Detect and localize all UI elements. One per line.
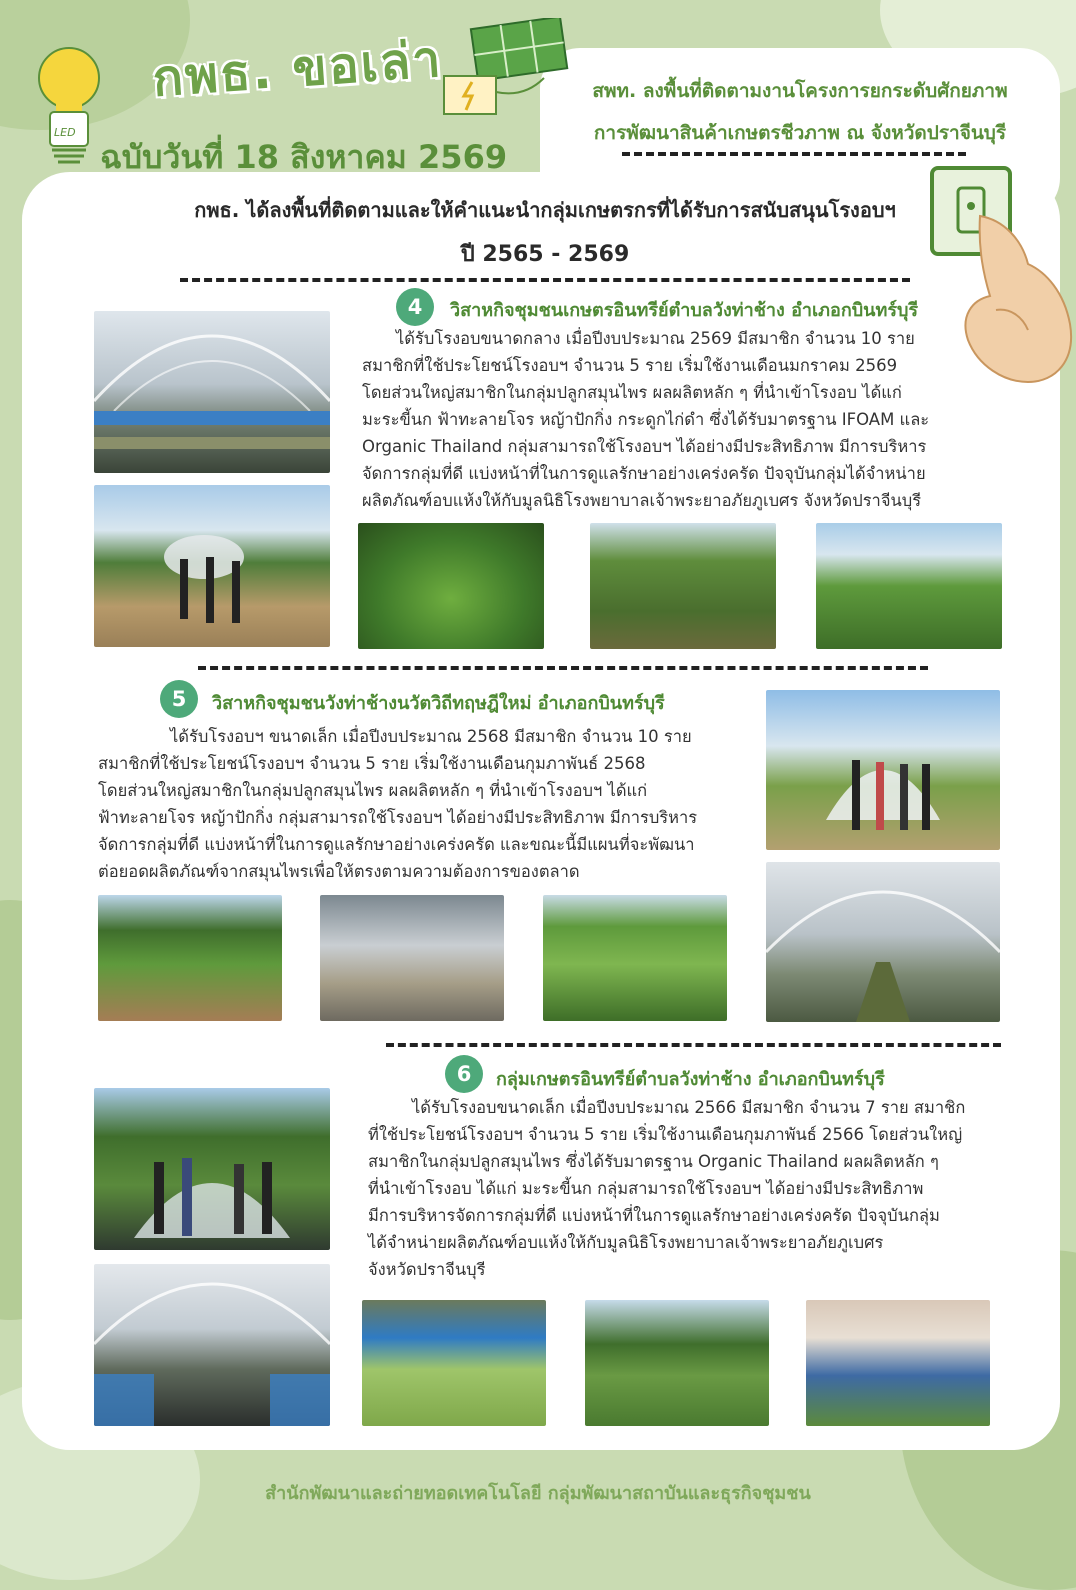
section-heading: วิสาหกิจชุมชนเกษตรอินทรีย์ตำบลวังท่าช้าง อำเภอกบินทร์บุรี — [450, 300, 919, 321]
photo-herb-plant — [358, 523, 544, 649]
photo-herb-garden — [816, 523, 1002, 649]
body-line: จังหวัดปราจีนบุรี — [368, 1260, 486, 1279]
section-number-badge: 5 — [160, 680, 198, 718]
photo-greenhouse-interior — [94, 311, 330, 473]
photo-group-greenhouse — [766, 690, 1000, 850]
body-line: สมาชิกที่ใช้ประโยชน์โรงอบฯ จำนวน 5 ราย เริ่มใช้งานเดือนมกราคม 2569 — [362, 356, 898, 375]
body-line: จัดการกลุ่มที่ดี แบ่งหน้าที่ในการดูแลรักษาอย่างเคร่งครัด และขณะนี้มีแผนที่จะพัฒนา — [98, 835, 695, 854]
body-line: มีการบริหารจัดการกลุ่มที่ดี แบ่งหน้าที่ในการดูแลรักษาอย่างเคร่งครัด ปัจจุบันกลุ่ม — [368, 1206, 940, 1225]
photo-drying-trays — [320, 895, 504, 1021]
body-line: มะระขี้นก ฟ้าทะลายโจร หญ้าปักกิ่ง กระดูกไก่ดำ ซึ่งได้รับมาตรฐาน IFOAM และ — [362, 410, 930, 429]
body-line: ที่นำเข้าโรงอบ ได้แก่ มะระขี้นก กลุ่มสามารถใช้โรงอบฯ ได้อย่างมีประสิทธิภาพ — [368, 1179, 924, 1198]
photo-greenhouse-beds — [94, 1264, 330, 1426]
photo-greenhouse-drying — [766, 862, 1000, 1022]
body-line: ได้รับโรงอบขนาดเล็ก เมื่อปีงบประมาณ 2566 มีสมาชิก จำนวน 7 ราย สมาชิก — [412, 1098, 966, 1117]
body-line: Organic Thailand กลุ่มสามารถใช้โรงอบฯ ได้อย่างมีประสิทธิภาพ มีการบริหาร — [362, 437, 927, 456]
photo-staff-visit — [94, 485, 330, 647]
section-heading: กลุ่มเกษตรอินทรีย์ตำบลวังท่าช้าง อำเภอกบินทร์บุรี — [496, 1069, 885, 1090]
footer-organization: สำนักพัฒนาและถ่ายทอดเทคโนโลยี กลุ่มพัฒนาสถาบันและธุรกิจชุมชน — [265, 1483, 811, 1504]
bulb-label: LED — [54, 126, 76, 139]
section-number-badge: 6 — [445, 1055, 483, 1093]
solar-panel-icon — [434, 18, 574, 122]
photo-crop-rows — [98, 895, 282, 1021]
intro-years: ปี 2565 - 2569 — [460, 242, 630, 267]
photo-vine-trellis — [590, 523, 776, 649]
issue-date: ฉบับวันที่ 18 สิงหาคม 2569 — [100, 138, 508, 176]
photo-sorting-produce — [806, 1300, 990, 1426]
body-line: สมาชิกในกลุ่มปลูกสมุนไพร ซึ่งได้รับมาตรฐาน Organic Thailand ผลผลิตหลัก ๆ — [368, 1152, 939, 1171]
body-line: สมาชิกที่ใช้ประโยชน์โรงอบฯ จำนวน 5 ราย เริ่มใช้งานเดือนกุมภาพันธ์ 2568 — [98, 754, 646, 773]
photo-field — [585, 1300, 769, 1426]
headline-line-1: สพท. ลงพื้นที่ติดตามงานโครงการยกระดับศักยภาพ — [592, 80, 1008, 102]
body-line: ฟ้าทะลายโจร หญ้าปักกิ่ง กลุ่มสามารถใช้โรงอบฯ ได้อย่างมีประสิทธิภาพ มีการบริหาร — [98, 808, 698, 827]
body-line: ต่อยอดผลิตภัณฑ์จากสมุนไพรเพื่อให้ตรงตามความต้องการของตลาด — [98, 862, 580, 881]
section-body — [98, 723, 697, 885]
headline-divider — [622, 152, 966, 156]
intro-divider — [180, 278, 910, 282]
section-number-badge: 4 — [396, 288, 434, 326]
body-line: ได้รับโรงอบขนาดกลาง เมื่อปีงบประมาณ 2569 มีสมาชิก จำนวน 10 ราย — [396, 329, 915, 348]
body-line: โดยส่วนใหญ่สมาชิกในกลุ่มปลูกสมุนไพร ผลผลิตหลัก ๆ ที่นำเข้าโรงอบ ได้แก่ — [362, 383, 902, 402]
section-body — [368, 1094, 965, 1283]
body-line: ได้จำหน่ายผลิตภัณฑ์อบแห้งให้กับมูลนิธิโรงพยาบาลเจ้าพระยาอภัยภูเบศร — [368, 1233, 884, 1252]
body-line: ได้รับโรงอบฯ ขนาดเล็ก เมื่อปีงบประมาณ 2568 มีสมาชิก จำนวน 10 ราย — [170, 727, 692, 746]
section-body — [362, 325, 929, 514]
intro-title: กพธ. ได้ลงพื้นที่ติดตามและให้คำแนะนำกลุ่มเกษตรกรที่ได้รับการสนับสนุนโรงอบฯ — [194, 198, 896, 222]
photo-drying-bitter-gourd — [362, 1300, 546, 1426]
section-divider — [386, 1043, 1001, 1047]
body-line: โดยส่วนใหญ่สมาชิกในกลุ่มปลูกสมุนไพร ผลผลิตหลัก ๆ ที่นำเข้าโรงอบฯ ได้แก่ — [98, 781, 648, 800]
photo-group-photo — [94, 1088, 330, 1250]
body-line: ผลิตภัณฑ์อบแห้งให้กับมูลนิธิโรงพยาบาลเจ้าพระยาอภัยภูเบศร จังหวัดปราจีนบุรี — [362, 491, 922, 510]
newsletter-brand: กพธ. ขอเล่า — [150, 29, 445, 108]
body-line: จัดการกลุ่มที่ดี แบ่งหน้าที่ในการดูแลรักษาอย่างเคร่งครัด ปัจจุบันกลุ่มได้จำหน่าย — [362, 464, 926, 483]
section-divider — [198, 666, 928, 670]
lightbulb-icon — [36, 46, 102, 170]
headline-line-2: การพัฒนาสินค้าเกษตรชีวภาพ ณ จังหวัดปราจีนบุรี — [593, 122, 1007, 144]
photo-lemongrass — [543, 895, 727, 1021]
section-heading: วิสาหกิจชุมชนวังท่าช้างนวัตวิถีทฤษฎีใหม่ อำเภอกบินทร์บุรี — [212, 693, 665, 714]
body-line: ที่ใช้ประโยชน์โรงอบฯ จำนวน 5 ราย เริ่มใช้งานเดือนกุมภาพันธ์ 2566 โดยส่วนใหญ่ — [368, 1125, 963, 1144]
